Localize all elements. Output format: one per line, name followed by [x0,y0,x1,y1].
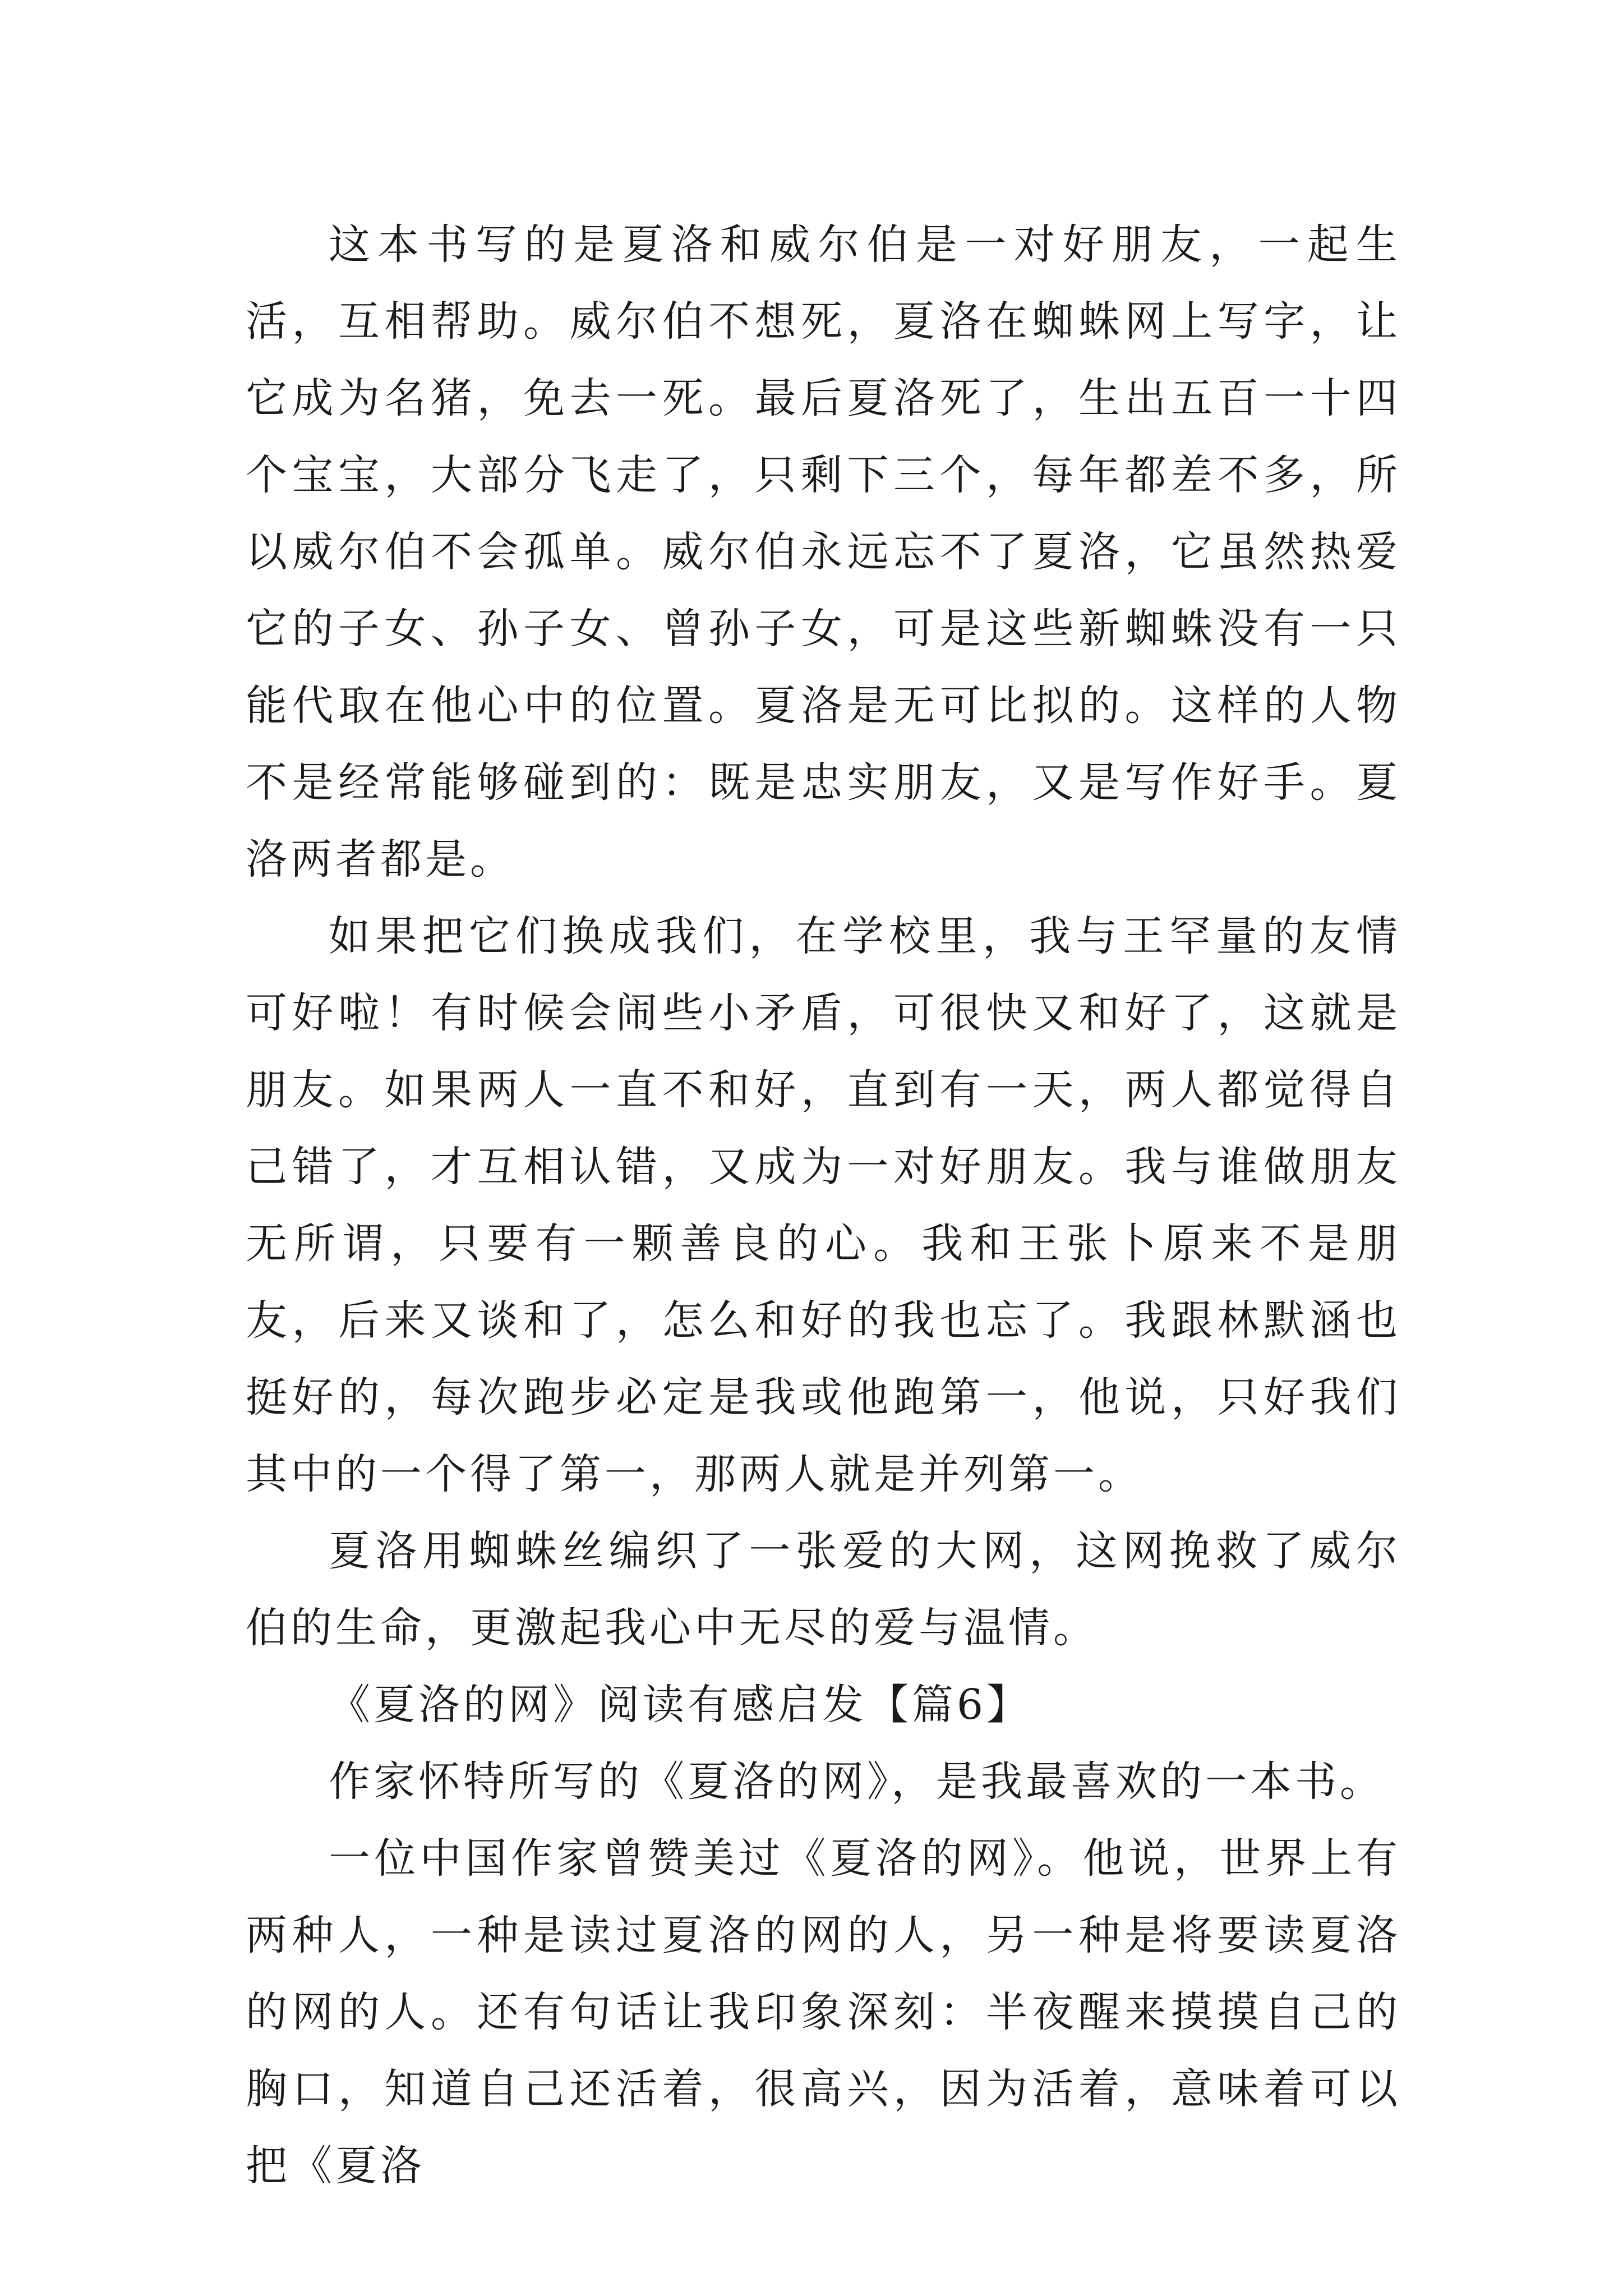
paragraph-praise: 一位中国作家曾赞美过《夏洛的网》。他说，世界上有两种人，一种是读过夏洛的网的人，另一种是将要读夏洛的网的人。还有句话让我印象深刻：半夜醒来摸摸自己的胸口，知道自己还活着，很高兴，因为活着，意味着可以把《夏洛 [246,1834,1401,2190]
paragraph-conclusion: 夏洛用蜘蛛丝编织了一张爱的大网，这网挽救了威尔伯的生命，更激起我心中无尽的爱与温情。 [246,1527,1401,1652]
paragraph-summary: 这本书写的是夏洛和威尔伯是一对好朋友，一起生活，互相帮助。威尔伯不想死，夏洛在蜘蛛网上写字，让它成为名猪，免去一死。最后夏洛死了，生出五百一十四个宝宝，大部分飞走了，只剩下三个，每年都差不多，所以威尔伯不会孤单。威尔伯永远忘不了夏洛，它虽然热爱它的子女、孙子女、曾孙子女，可是这些新蜘蛛没有一只能代取在他心中的位置。夏洛是无可比拟的。这样的人物不是经常能够碰到的：既是忠实朋友，又是写作好手。夏洛两者都是。 [246,220,1401,884]
paragraph-friendship: 如果把它们换成我们，在学校里，我与王罕量的友情可好啦！有时候会闹些小矛盾，可很快又和好了，这就是朋友。如果两人一直不和好，直到有一天，两人都觉得自己错了，才互相认错，又成为一对好朋友。我与谁做朋友无所谓，只要有一颗善良的心。我和王张卜原来不是朋友，后来又谈和了，怎么和好的我也忘了。我跟林默涵也挺好的，每次跑步必定是我或他跑第一，他说，只好我们其中的一个得了第一，那两人就是并列第一。 [246,912,1401,1498]
document-body [246,206,1401,2205]
section-heading: 《夏洛的网》阅读有感启发【篇6】 [329,1681,1032,1729]
paragraph-intro: 作家怀特所写的《夏洛的网》，是我最喜欢的一本书。 [329,1757,1385,1806]
